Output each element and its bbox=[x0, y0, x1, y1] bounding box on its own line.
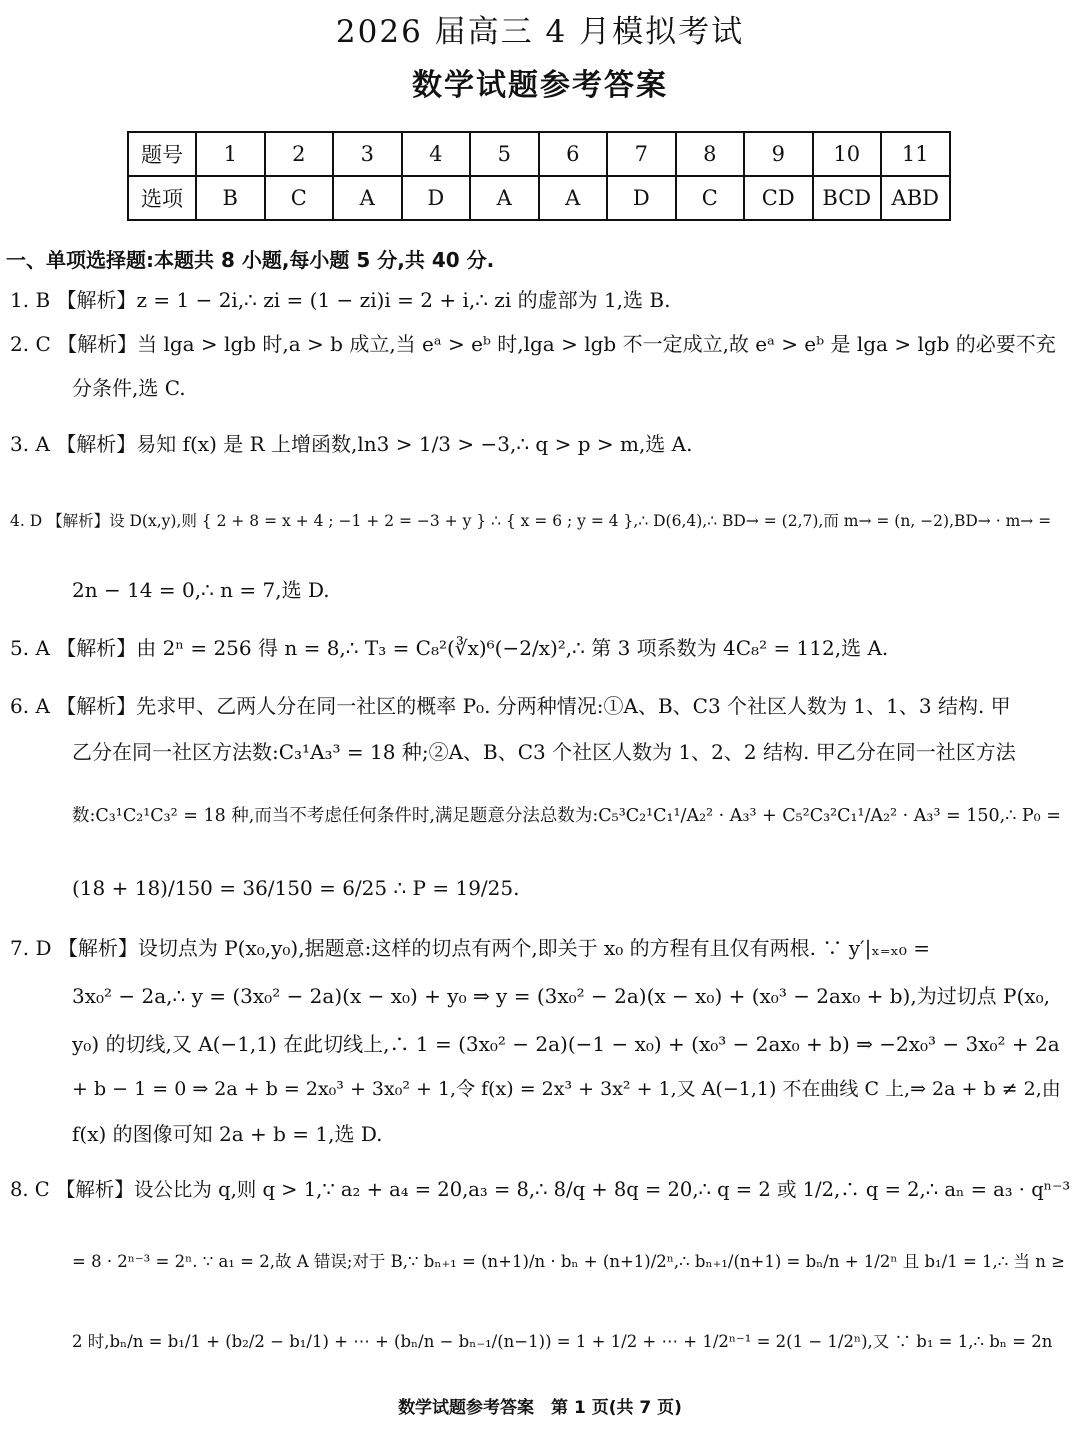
table-row-label: 选项 bbox=[128, 176, 196, 220]
solution-line: (18 + 18)/150 = 36/150 = 6/25 ∴ P = 19/25. bbox=[72, 876, 520, 900]
table-cell: A bbox=[539, 176, 608, 220]
solution-line: 2n − 14 = 0,∴ n = 7,选 D. bbox=[72, 578, 330, 602]
table-cell: D bbox=[402, 176, 471, 220]
solution-line: 5. A 【解析】由 2ⁿ = 256 得 n = 8,∴ T₃ = C₈²(∛x)⁶(−2/x)²,∴ 第 3 项系数为 4C₈² = 112,选 A. bbox=[10, 636, 889, 660]
table-cell: B bbox=[196, 176, 265, 220]
solution-line: = 8 · 2ⁿ⁻³ = 2ⁿ. ∵ a₁ = 2,故 A 错误;对于 B,∵ bₙ₊₁ = (n+1)/n · bₙ + (n+1)/2ⁿ,∴ bₙ₊₁/(n+1) = bₙ/n + 1/2ⁿ 且 b₁/1 = 1,∴ 当 n ≥ bbox=[72, 1252, 1065, 1271]
solution-line: 分条件,选 C. bbox=[72, 376, 186, 400]
solution-line: 7. D 【解析】设切点为 P(x₀,y₀),据题意:这样的切点有两个,即关于 x₀ 的方程有且仅有两根. ∵ y′|ₓ₌ₓ₀ = bbox=[10, 936, 930, 960]
table-cell: 2 bbox=[265, 132, 334, 176]
table-row-label: 题号 bbox=[128, 132, 196, 176]
table-cell: 11 bbox=[881, 132, 950, 176]
table-cell: C bbox=[265, 176, 334, 220]
table-cell: 10 bbox=[813, 132, 882, 176]
answer-table-row-numbers bbox=[128, 132, 950, 176]
page-footer: 数学试题参考答案 第 1 页(共 7 页) bbox=[398, 1398, 682, 1418]
table-cell: BCD bbox=[813, 176, 882, 220]
table-cell: ABD bbox=[881, 176, 950, 220]
solution-line: y₀) 的切线,又 A(−1,1) 在此切线上,∴ 1 = (3x₀² − 2a)(−1 − x₀) + (x₀³ − 2ax₀ + b) ⇒ −2x₀³ − 3x₀² + 2a bbox=[72, 1032, 1060, 1056]
solution-line: + b − 1 = 0 ⇒ 2a + b = 2x₀³ + 3x₀² + 1,令 f(x) = 2x³ + 3x² + 1,又 A(−1,1) 不在曲线 C 上,⇒ 2a + b ≠ 2,由 bbox=[72, 1078, 1061, 1100]
table-cell: 7 bbox=[607, 132, 676, 176]
solution-line: 4. D 【解析】设 D(x,y),则 { 2 + 8 = x + 4 ; −1 + 2 = −3 + y } ∴ { x = 6 ; y = 4 },∴ D(6,4),∴ BD→ = (2,7),而 m→ = (n, −2),BD→ · m→ = bbox=[10, 512, 1052, 530]
answer-table bbox=[127, 131, 951, 221]
solution-line: 8. C 【解析】设公比为 q,则 q > 1,∵ a₂ + a₄ = 20,a₃ = 8,∴ 8/q + 8q = 20,∴ q = 2 或 1/2,∴ q = 2,∴ aₙ = a₃ · qⁿ⁻³ bbox=[10, 1178, 1071, 1201]
table-cell: A bbox=[470, 176, 539, 220]
solution-line: 2 时,bₙ/n = b₁/1 + (b₂/2 − b₁/1) + ⋯ + (bₙ/n − bₙ₋₁/(n−1)) = 1 + 1/2 + ⋯ + 1/2ⁿ⁻¹ = 2(1 − 1/2ⁿ),又 ∵ b₁ = 1,∴ bₙ = 2n bbox=[72, 1332, 1053, 1351]
solution-line: 2. C 【解析】当 lga > lgb 时,a > b 成立,当 eᵃ > eᵇ 时,lga > lgb 不一定成立,故 eᵃ > eᵇ 是 lga > lgb 的必要不充 bbox=[10, 332, 1056, 356]
solution-line: 3. A 【解析】易知 f(x) 是 R 上增函数,ln3 > 1/3 > −3,∴ q > p > m,选 A. bbox=[10, 432, 693, 456]
table-cell: A bbox=[333, 176, 402, 220]
solution-line: f(x) 的图像可知 2a + b = 1,选 D. bbox=[72, 1122, 383, 1146]
solution-line: 数:C₃¹C₂¹C₃² = 18 种,而当不考虑任何条件时,满足题意分法总数为:C₅³C₂¹C₁¹/A₂² · A₃³ + C₅²C₃²C₁¹/A₂² · A₃³ = 150,∴ P₀ = bbox=[72, 806, 1061, 826]
table-cell: C bbox=[676, 176, 745, 220]
table-cell: 8 bbox=[676, 132, 745, 176]
page-subtitle: 数学试题参考答案 bbox=[412, 68, 668, 103]
table-cell: 6 bbox=[539, 132, 608, 176]
solution-line: 1. B 【解析】z = 1 − 2i,∴ zi = (1 − zi)i = 2 + i,∴ zi 的虚部为 1,选 B. bbox=[10, 288, 671, 312]
table-cell: 1 bbox=[196, 132, 265, 176]
table-cell: 4 bbox=[402, 132, 471, 176]
solution-line: 6. A 【解析】先求甲、乙两人分在同一社区的概率 P₀. 分两种情况:①A、B、C3 个社区人数为 1、1、3 结构. 甲 bbox=[10, 694, 1011, 718]
table-cell: 9 bbox=[744, 132, 813, 176]
table-cell: CD bbox=[744, 176, 813, 220]
solution-line: 乙分在同一社区方法数:C₃¹A₃³ = 18 种;②A、B、C3 个社区人数为 1、2、2 结构. 甲乙分在同一社区方法 bbox=[72, 740, 1016, 764]
solution-line: 3x₀² − 2a,∴ y = (3x₀² − 2a)(x − x₀) + y₀ ⇒ y = (3x₀² − 2a)(x − x₀) + (x₀³ − 2ax₀ + b),为过切点 P(x₀, bbox=[72, 984, 1050, 1008]
table-cell: 5 bbox=[470, 132, 539, 176]
answer-table-row-answers bbox=[128, 176, 950, 220]
page-title: 2026 届高三 4 月模拟考试 bbox=[335, 14, 745, 50]
table-cell: 3 bbox=[333, 132, 402, 176]
table-cell: D bbox=[607, 176, 676, 220]
section-heading: 一、单项选择题:本题共 8 小题,每小题 5 分,共 40 分. bbox=[6, 248, 495, 272]
